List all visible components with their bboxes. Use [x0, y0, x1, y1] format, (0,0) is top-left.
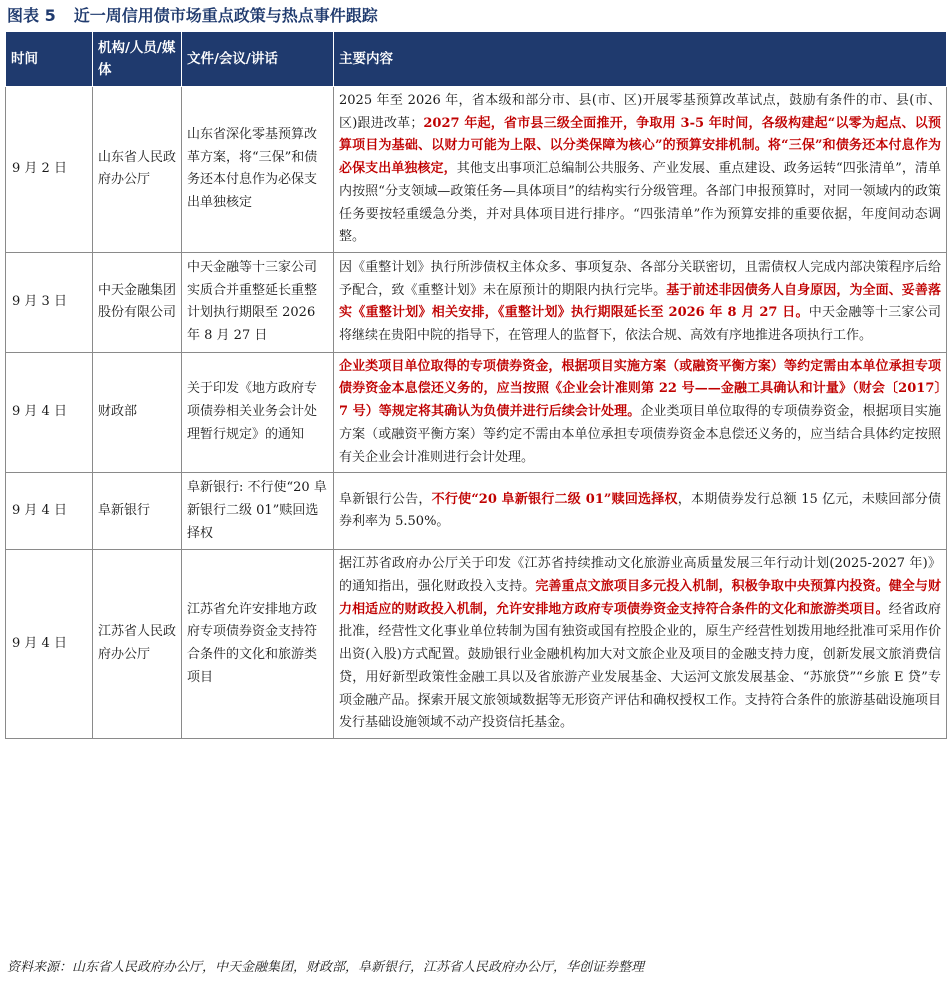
content-highlight: 企业类项目单位取得的专项债券资金，根据项目实施方案（或融资平衡方案）等约定需由本单位承担专项债券资金本息偿还义务的，应当按照《企业会计准则第 22 号——金融工具确认和计量》（财会〔2017〕7 号）等规定将其确认为负债并进行后续会计处理。	[339, 358, 941, 420]
figure-title	[7, 4, 378, 28]
row-date: 9 月 4 日	[6, 473, 93, 550]
source-note: 资料来源：山东省人民政府办公厅，中天金融集团，财政部，阜新银行，江苏省人民政府办公厅，华创证券整理	[7, 960, 645, 975]
content-highlight: 2027 年起，省市县三级全面推开，争取用 3-5 年时间，各级构建起“以零为起点、以预算项目为基础、以财力可能为上限、以分类保障为核心”的预算安排机制。将“三保”和债务还本付息作为必保支出单独核定，	[339, 115, 941, 177]
content-text: 企业类项目单位取得的专项债券资金，根据项目实施方案（或融资平衡方案）等约定不需由本单位承担专项债券资金本息偿还义务的，应当结合具体约定按照有关企业会计准则进行会计处理。	[339, 404, 941, 465]
header-content: 主要内容	[334, 32, 947, 87]
row-date: 9 月 2 日	[6, 87, 93, 253]
row-date: 9 月 3 日	[6, 252, 93, 352]
row-content	[334, 473, 947, 550]
table-row	[6, 87, 947, 253]
row-org: 中天金融集团股份有限公司	[93, 252, 182, 352]
row-content	[334, 87, 947, 253]
content-highlight: 完善重点文旅项目多元投入机制，积极争取中央预算内投资。健全与财力相适应的财政投入机制，允许安排地方政府专项债券资金支持符合条件的文化和旅游类项目。	[339, 579, 941, 617]
policy-event-table	[5, 31, 947, 739]
row-doc: 山东省深化零基预算改革方案，将“三保”和债务还本付息作为必保支出单独核定	[182, 87, 334, 253]
table-body	[6, 87, 947, 739]
content-highlight: 不行使“20 阜新银行二级 01”赎回选择权	[431, 491, 678, 507]
content-text: 其他支出事项汇总编制公共服务、产业发展、重点建设、政务运转“四张清单”，清单内按照“分支领域—政策任务—具体项目”的结构实行分级管理。各部门申报预算时，对同一领域内的政策任务要按轻重缓急分类，并对具体项目进行排序。“四张清单”作为预算安排的重要依据，年度间动态调整。	[339, 161, 941, 245]
row-content	[334, 352, 947, 473]
content-highlight: 基于前述非因债务人自身原因，为全面、妥善落实《重整计划》相关安排，《重整计划》执行期限延长至 2026 年 8 月 27 日。	[339, 282, 941, 321]
header-time: 时间	[6, 32, 93, 87]
table-row	[6, 352, 947, 473]
row-date: 9 月 4 日	[6, 550, 93, 739]
content-text: 2025 年至 2026 年，省本级和部分市、县(市、区)开展零基预算改革试点，鼓励有条件的市、县(市、区)跟进改革；	[339, 93, 941, 131]
row-org: 山东省人民政府办公厅	[93, 87, 182, 253]
content-text: 阜新银行公告，	[339, 491, 432, 507]
row-org: 阜新银行	[93, 473, 182, 550]
row-doc: 阜新银行: 不行使“20 阜新银行二级 01”赎回选择权	[182, 473, 334, 550]
content-text: 因《重整计划》执行所涉债权主体众多、事项复杂、各部分关联密切，且需债权人完成内部决策程序后给予配合，致《重整计划》未在原预计的期限内执行完毕。	[339, 259, 941, 298]
table-row	[6, 473, 947, 550]
figure-number: 图表 5	[7, 6, 56, 25]
row-content	[334, 550, 947, 739]
content-text: 经省政府批准，经营性文化事业单位转制为国有独资或国有控股企业的，原生产经营性划拨用地经批准可采用作价出资(入股)方式配置。鼓励银行业金融机构加大对文旅企业及项目的金融支持力度，创新发展文旅消费信贷，用好新型政策性金融工具以及省旅游产业发展基金、大运河文旅发展基金、“苏旅贷”“乡旅 E 贷”专项金融产品。探索开展文旅领域数据等无形资产评估和确权授权工作。支持符合条件的旅游基础设施项目发行基础设施领域不动产投资信托基金。	[339, 601, 941, 731]
row-doc: 江苏省允许安排地方政府专项债券资金支持符合条件的文化和旅游类项目	[182, 550, 334, 739]
header-org: 机构/人员/媒体	[93, 32, 182, 87]
row-doc: 中天金融等十三家公司实质合并重整延长重整计划执行期限至 2026 年 8 月 27 日	[182, 252, 334, 352]
row-org: 江苏省人民政府办公厅	[93, 550, 182, 739]
content-text: ，本期债券发行总额 15 亿元，未赎回部分债券利率为 5.50%。	[339, 491, 941, 530]
table-row	[6, 550, 947, 739]
row-date: 9 月 4 日	[6, 352, 93, 473]
header-doc: 文件/会议/讲话	[182, 32, 334, 87]
row-org: 财政部	[93, 352, 182, 473]
row-content	[334, 252, 947, 352]
row-doc: 关于印发《地方政府专项债券相关业务会计处理暂行规定》的通知	[182, 352, 334, 473]
table-header-row	[6, 32, 947, 87]
figure-title-text: 近一周信用债市场重点政策与热点事件跟踪	[73, 6, 378, 25]
table-row	[6, 252, 947, 352]
content-text: 中天金融等十三家公司将继续在贵阳中院的指导下，在管理人的监督下，依法合规、高效有序地推进各项执行工作。	[339, 305, 941, 344]
content-text: 据江苏省政府办公厅关于印发《江苏省持续推动文化旅游业高质量发展三年行动计划(2025-2027 年)》的通知指出，强化财政投入支持。	[339, 556, 941, 595]
